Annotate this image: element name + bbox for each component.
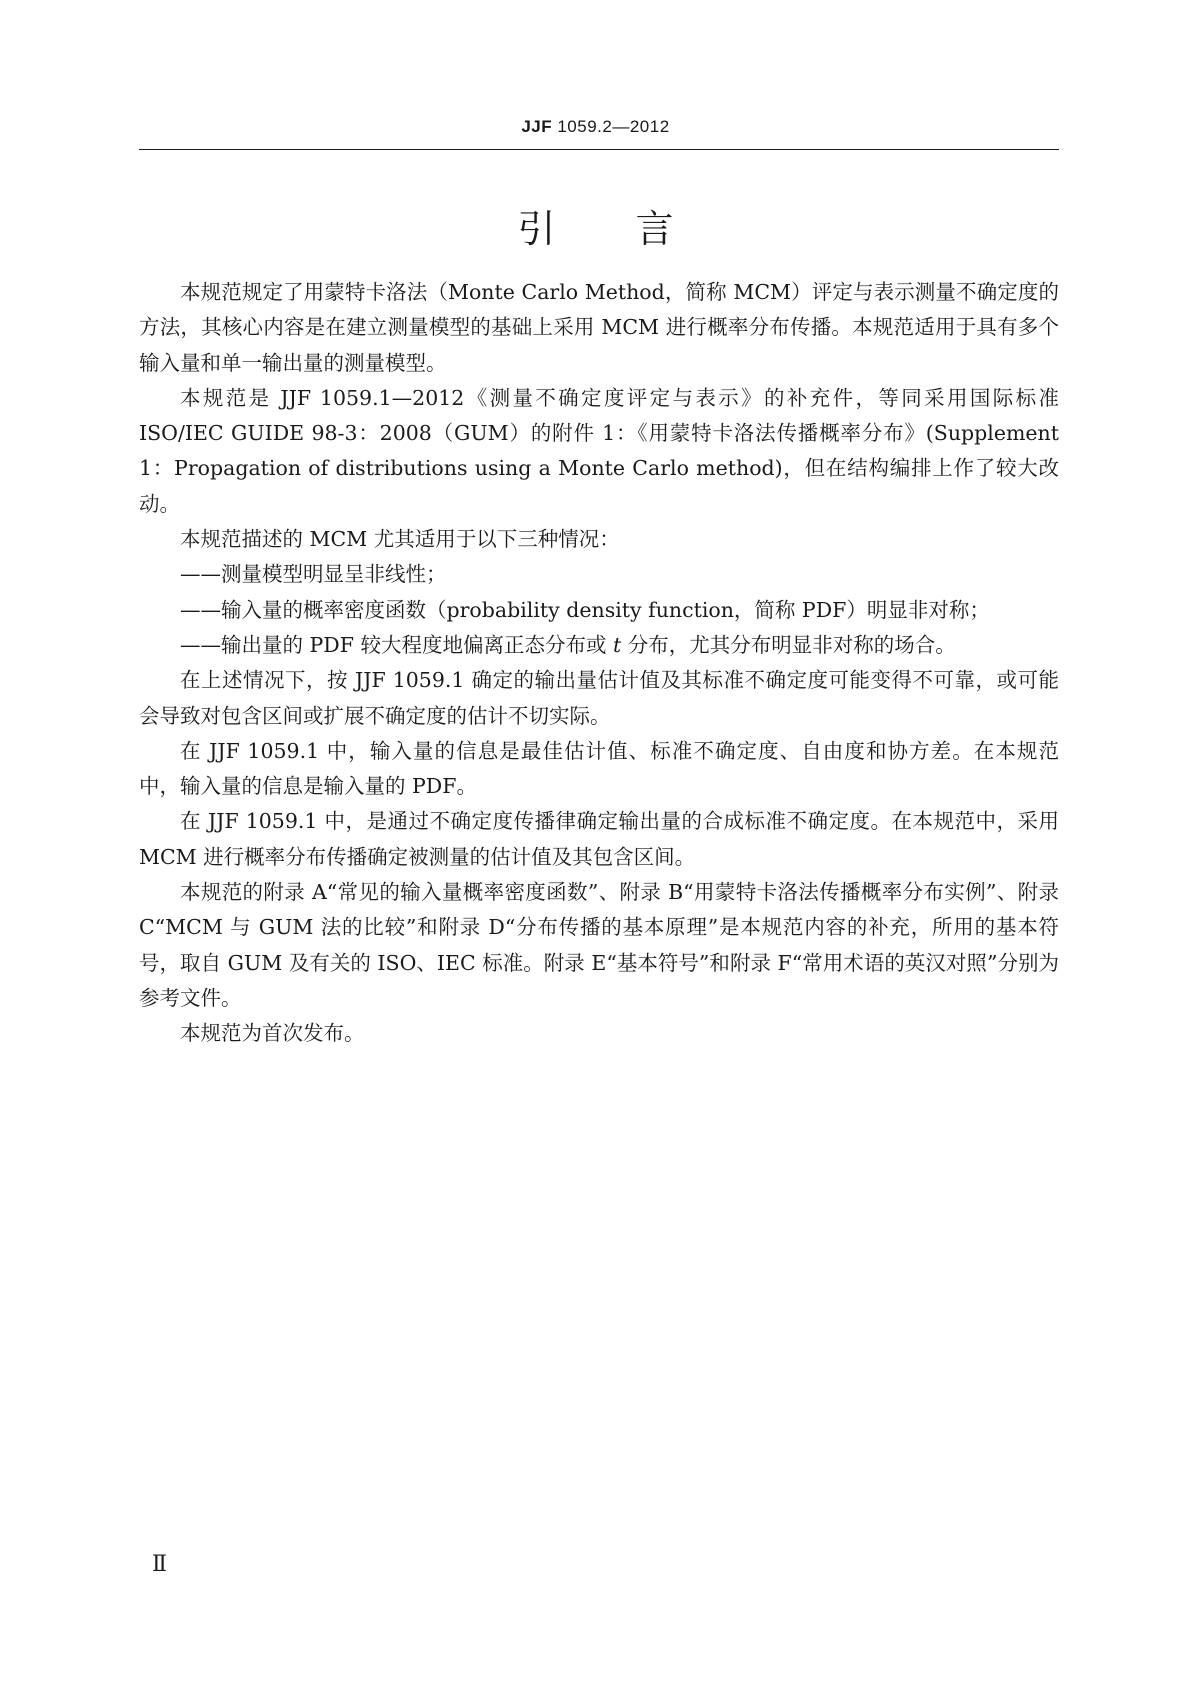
paragraph-7: 本规范的附录 A“常见的输入量概率密度函数”、附录 B“用蒙特卡洛法传播概率分布实例”、附录 C“MCM 与 GUM 法的比较”和附录 D“分布传播的基本原理”是本规范内容的补充，所用的基本符号，取自 GUM 及有关的 ISO、IEC 标准。附录 E“基本符号”和附录 F“常用术语的英汉对照”分别为参考文件。 xyxy=(139,880,1059,1010)
page-title xyxy=(0,198,1191,253)
title-char-1: 引 xyxy=(517,207,556,251)
dash-item-3-after: 分布，尤其分布明显非对称的场合。 xyxy=(621,632,956,657)
paragraph-3: 本规范描述的 MCM 尤其适用于以下三种情况： xyxy=(180,527,620,552)
dash-item-3-italic: t xyxy=(613,632,622,657)
body-text xyxy=(139,275,1059,1052)
dash-item-3-before: ——输出量的 PDF 较大程度地偏离正态分布或 xyxy=(180,632,614,657)
header-code: 1059.2—2012 xyxy=(557,117,670,136)
running-header xyxy=(0,117,1191,137)
header-rule xyxy=(139,149,1059,150)
dash-item-3 xyxy=(139,628,1059,663)
paragraph-8: 本规范为首次发布。 xyxy=(180,1021,365,1046)
dash-item-1: ——测量模型明显呈非线性； xyxy=(180,562,447,587)
paragraph-2: 本规范是 JJF 1059.1—2012《测量不确定度评定与表示》的补充件，等同采用国际标准 ISO/IEC GUIDE 98-3：2008（GUM）的附件 1：《用蒙特卡洛法传播概率分布》(Supplement 1：Propagation of distributions using a Monte Carlo method)，但在结构编排上作了较大改动。 xyxy=(139,385,1059,516)
paragraph-1: 本规范规定了用蒙特卡洛法（Monte Carlo Method，简称 MCM）评定与表示测量不确定度的方法，其核心内容是在建立测量模型的基础上采用 MCM 进行概率分布传播。本规范适用于具有多个输入量和单一输出量的测量模型。 xyxy=(139,280,1059,375)
paragraph-4: 在上述情况下，按 JJF 1059.1 确定的输出量估计值及其标准不确定度可能变得不可靠，或可能会导致对包含区间或扩展不确定度的估计不切实际。 xyxy=(139,668,1059,728)
header-prefix: JJF xyxy=(521,117,553,136)
title-char-2: 言 xyxy=(635,207,674,251)
page-number: Ⅱ xyxy=(152,1552,167,1577)
paragraph-6: 在 JJF 1059.1 中，是通过不确定度传播律确定输出量的合成标准不确定度。在本规范中，采用 MCM 进行概率分布传播确定被测量的估计值及其包含区间。 xyxy=(139,809,1059,869)
dash-item-2: ——输入量的概率密度函数（probability density function，简称 PDF）明显非对称； xyxy=(180,597,990,622)
paragraph-5: 在 JJF 1059.1 中，输入量的信息是最佳估计值、标准不确定度、自由度和协方差。在本规范中，输入量的信息是输入量的 PDF。 xyxy=(139,738,1059,799)
